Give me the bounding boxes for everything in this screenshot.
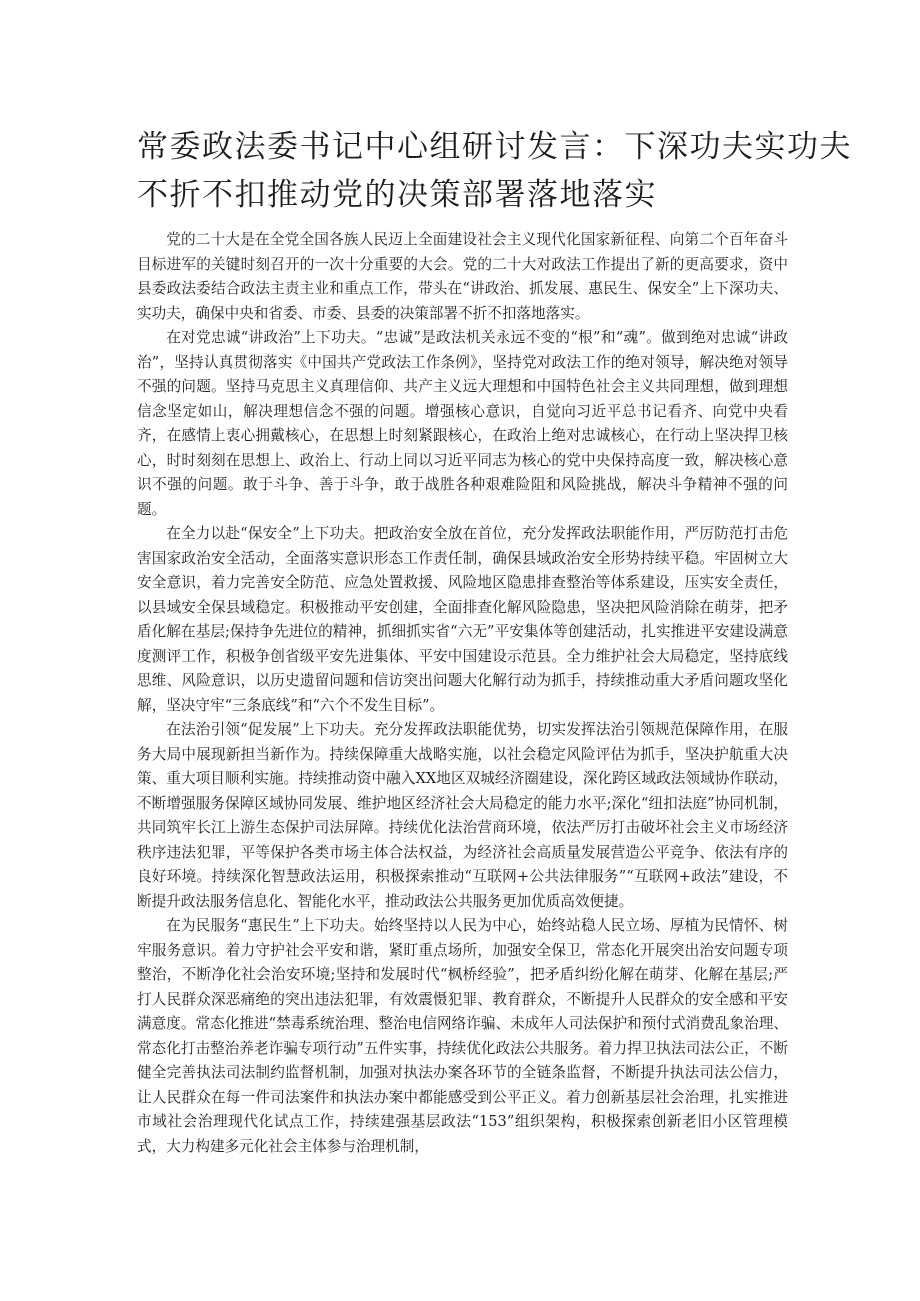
paragraph-intro: 党的二十大是在全党全国各族人民迈上全面建设社会主义现代化国家新征程、向第二个百年奋斗目标进军的关键时刻召开的一次十分重要的大会。党的二十大对政法工作提出了新的更高要求，资中县委政法委结合政法主责主业和重点工作，带头在“讲政治、抓发展、惠民生、保安全”上下深功夫、实功夫，确保中央和省委、市委、县委的决策部署不折不扣落地落实。 (137, 231, 788, 322)
document-title-line-2: 不折不扣推动党的决策部署落地落实 (137, 177, 657, 213)
paragraph-security: 在全力以赴“保安全”上下功夫。把政治安全放在首位，充分发挥政法职能作用，严厉防范打击危害国家政治安全活动，全面落实意识形态工作责任制，确保县域政治安全形势持续平稳。牢固树立大安全意识，着力完善安全防范、应急处置救援、风险地区隐患排查整治等体系建设，压实安全责任，以县域安全保县域稳定。积极推动平安创建，全面排查化解风险隐患，坚决把风险消除在萌芽，把矛盾化解在基层;保持争先进位的精神，抓细抓实省“六无”平安集体等创建活动，扎实推进平安建设满意度测评工作，积极争创省级平安先进集体、平安中国建设示范县。全力维护社会大局稳定，坚持底线思维、风险意识，以历史遗留问题和信访突出问题大化解行动为抓手，持续推动重大矛盾问题攻坚化解，坚决守牢“三条底线”和“六个不发生目标”。 (137, 525, 788, 714)
paragraph-politics: 在对党忠诚“讲政治”上下功夫。“忠诚”是政法机关永远不变的“根”和“魂”。做到绝对忠诚“讲政治”，坚持认真贯彻落实《中国共产党政法工作条例》，坚持党对政法工作的绝对领导，解决绝对领导不强的问题。坚持马克思主义真理信仰、共产主义远大理想和中国特色社会主义共同理想，做到理想信念坚定如山，解决理想信念不强的问题。增强核心意识，自觉向习近平总书记看齐、向党中央看齐，在感情上衷心拥戴核心，在思想上时刻紧跟核心，在政治上绝对忠诚核心，在行动上坚决捍卫核心，时时刻刻在思想上、政治上、行动上同以习近平同志为核心的党中央保持高度一致，解决核心意识不强的问题。敢于斗争、善于斗争，敢于战胜各种艰难险阻和风险挑战，解决斗争精神不强的问题。 (137, 329, 788, 518)
document-title-line-1: 常委政法委书记中心组研讨发言：下深功夫实功夫 (137, 129, 852, 165)
paragraph-development: 在法治引领“促发展”上下功夫。充分发挥政法职能优势，切实发挥法治引领规范保障作用，在服务大局中展现新担当新作为。持续保障重大战略实施，以社会稳定风险评估为抓手，坚决护航重大决策、重大项目顺利实施。持续推动资中融入XX地区双城经济圈建设，深化跨区域政法领域协作联动，不断增强服务保障区域协同发展、维护地区经济社会大局稳定的能力水平;深化“纽扣法庭”协同机制，共同筑牢长江上游生态保护司法屏障。持续优化法治营商环境，依法严厉打击破坏社会主义市场经济秩序违法犯罪，平等保护各类市场主体合法权益，为经济社会高质量发展营造公平竞争、依法有序的良好环境。持续深化智慧政法运用，积极探索推动“互联网+公共法律服务”“互联网+政法”建设，不断提升政法服务信息化、智能化水平，推动政法公共服务更加优质高效便捷。 (137, 721, 788, 910)
document-body (137, 228, 788, 1159)
paragraph-livelihood: 在为民服务“惠民生”上下功夫。始终坚持以人民为中心，始终站稳人民立场、厚植为民情怀、树牢服务意识。着力守护社会平安和谐，紧盯重点场所，加强安全保卫，常态化开展突出治安问题专项整治，不断净化社会治安环境;坚持和发展时代“枫桥经验”，把矛盾纠纷化解在萌芽、化解在基层;严打人民群众深恶痛绝的突出违法犯罪，有效震慑犯罪、教育群众，不断提升人民群众的安全感和平安满意度。常态化推进“禁毒系统治理、整治电信网络诈骗、未成年人司法保护和预付式消费乱象治理、常态化打击整治养老诈骗专项行动”五件实事，持续优化政法公共服务。着力捍卫执法司法公正，不断健全完善执法司法制约监督机制，加强对执法办案各环节的全链条监督，不断提升执法司法公信力，让人民群众在每一件司法案件和执法办案中都能感受到公平正义。着力创新基层社会治理，扎实推进市域社会治理现代化试点工作，持续建强基层政法“153”组织架构，积极探索创新老旧小区管理模式，大力构建多元化社会主体参与治理机制， (137, 917, 788, 1155)
